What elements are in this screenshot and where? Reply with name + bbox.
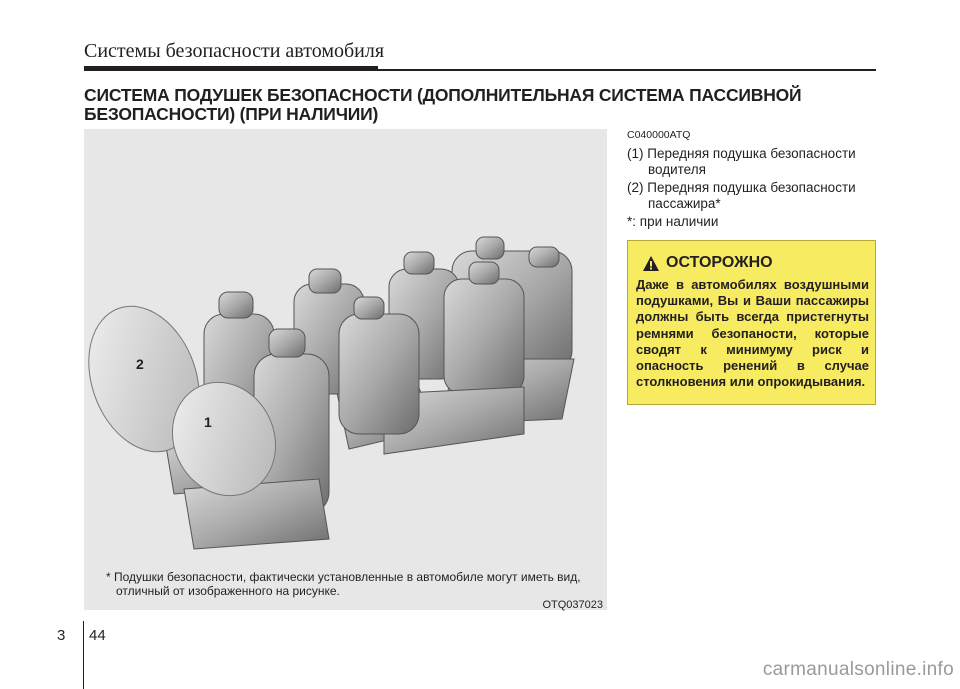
figure-note-line1: * Подушки безопасности, фактически установленные в автомобиле могут иметь вид,	[106, 570, 581, 584]
list-item	[627, 146, 887, 178]
list-item-line2: водителя	[648, 162, 706, 177]
list-item	[627, 180, 887, 212]
section-code: C040000ATQ	[627, 129, 691, 141]
warning-box	[627, 240, 876, 405]
airbag-illustration	[84, 129, 607, 610]
watermark: carmanualsonline.info	[762, 659, 954, 680]
warning-title: ОСТОРОЖНО	[666, 254, 773, 271]
section-title	[84, 86, 844, 124]
figure-note	[106, 570, 606, 598]
warning-header	[642, 251, 773, 275]
callout-2: 2	[136, 356, 144, 372]
page-number: 44	[89, 627, 106, 644]
list-item-line1: (2) Передняя подушка безопасности	[627, 180, 856, 195]
footer-divider	[83, 621, 84, 689]
figure-code: OTQ037023	[542, 599, 603, 611]
callout-1: 1	[204, 414, 212, 430]
chapter-number: 3	[57, 627, 66, 644]
warning-triangle-icon	[642, 255, 660, 272]
figure-note-line2: отличный от изображенного на рисунке.	[116, 584, 340, 598]
header-rule-thin	[378, 69, 876, 71]
list-item-line1: (1) Передняя подушка безопасности	[627, 146, 856, 161]
seats-illustration	[84, 129, 607, 610]
warning-text: Даже в автомобилях воздушными подушками, Вы и Ваши пассажиры должны быть всегда пристегнуты ремнями безопаности, которые сводят к минимуму риск и опасность ренений в случае столкновения или опрокидывания.	[636, 277, 869, 390]
section-title-line1: СИСТЕМА ПОДУШЕК БЕЗОПАСНОСТИ (ДОПОЛНИТЕЛЬНАЯ СИСТЕМА ПАССИВНОЙ	[84, 85, 802, 105]
footnote: *: при наличии	[627, 214, 719, 229]
header-rule	[84, 66, 378, 71]
list-item-line2: пассажира*	[648, 196, 721, 211]
page-header-title: Системы безопасности автомобиля	[84, 40, 385, 62]
section-title-line2: БЕЗОПАСНОСТИ) (ПРИ НАЛИЧИИ)	[84, 104, 379, 124]
